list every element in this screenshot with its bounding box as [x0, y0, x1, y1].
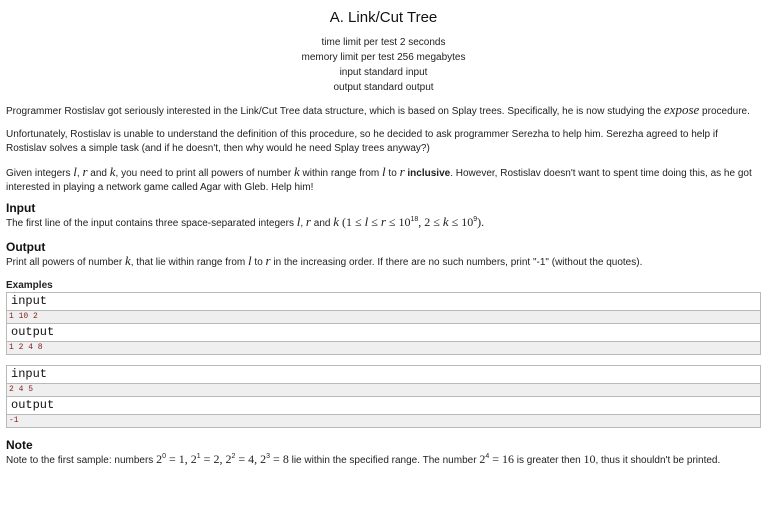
note-math-exponent: 0 [162, 453, 166, 460]
input-math: l [296, 214, 301, 229]
memory-limit [6, 50, 761, 65]
statement-math: k [109, 164, 116, 179]
note-math: = 2, [200, 452, 226, 466]
input-file-label: input [339, 67, 362, 78]
sample-output-value[interactable]: -1 [7, 415, 760, 427]
sample-output-value[interactable]: 1 2 4 8 [7, 342, 760, 354]
note-math: 2 [225, 452, 232, 466]
output-file-value: standard output [364, 82, 434, 93]
sample-input-value[interactable]: 2 4 5 [7, 384, 760, 396]
input-math: k [442, 214, 449, 229]
examples-title: Examples [6, 280, 53, 291]
note-math-exponent: 4 [485, 453, 490, 460]
sample-output-header: output [7, 396, 760, 415]
note-math: 10 [583, 452, 596, 466]
note-text [6, 452, 761, 468]
note-text-span: , thus it shouldn't be printed. [595, 455, 721, 466]
statement-bold: inclusive [404, 168, 451, 179]
output-math: l [248, 253, 252, 268]
statement-math: l [382, 164, 386, 179]
output-text: in the increasing order. If there are no such numbers, print "-1" (without the quotes). [270, 257, 643, 268]
problem-title: A. Link/Cut Tree [329, 9, 438, 26]
memory-limit-label: memory limit per test [301, 52, 395, 63]
statement-text: , [76, 168, 83, 179]
statement-math: expose [663, 102, 700, 117]
statement-paragraph-2: Unfortunately, Rostislav is unable to understand the definition of this procedure, so he decided to ask programmer Serezha to help him. Serezha agreed to help if Rostislav solves a simple task (and if he doesn't, then why would he need Splay trees anyway?) [6, 129, 718, 154]
input-text: , [300, 218, 306, 229]
note-section-title: Note [6, 438, 33, 452]
output-text: to [251, 257, 266, 268]
problem-header [6, 0, 761, 95]
output-section-title: Output [6, 240, 46, 254]
input-math: r [380, 214, 386, 229]
statement-math: r [399, 164, 405, 179]
sample-input-value[interactable]: 1 10 2 [7, 311, 760, 323]
input-math: r [305, 214, 311, 229]
sample-input-header: input [7, 293, 760, 311]
input-math: ≤ 10 [385, 215, 411, 229]
output-file-label: output [333, 82, 362, 93]
statement-paragraph-3 [6, 165, 761, 195]
time-limit-label: time limit per test [321, 37, 398, 48]
input-file-value: standard input [364, 67, 428, 78]
statement-math: r [82, 164, 88, 179]
statement-text: Given integers [6, 168, 74, 179]
statement-text: Programmer Rostislav got seriously interested in the Link/Cut Tree data structure, which is based on Splay trees. Specifically, he is now studying the [6, 106, 664, 117]
sample-test-2 [6, 365, 761, 428]
statement-math: k [293, 164, 300, 179]
input-math: k [333, 214, 340, 229]
note-math: 2 [260, 452, 267, 466]
input-math-exponent: 9 [473, 216, 478, 223]
statement-text: within range from [299, 168, 383, 179]
input-math: ≤ [368, 215, 381, 229]
note-math: 2 [479, 452, 486, 466]
memory-limit-value: 256 megabytes [397, 52, 466, 63]
input-section-text [6, 215, 761, 231]
output-text: , that lie within range from [130, 257, 249, 268]
input-text: and [310, 218, 334, 229]
note-math: = 4, [235, 452, 261, 466]
statement-math: l [73, 164, 77, 179]
sample-test-1 [6, 292, 761, 355]
input-section-title: Input [6, 201, 36, 215]
statement-paragraph-1 [6, 103, 761, 119]
input-text: The first line of the input contains three space-separated integers [6, 218, 297, 229]
note-text-span: lie within the specified range. The number [288, 455, 480, 466]
input-file [6, 65, 761, 80]
statement-text: and [87, 168, 110, 179]
output-text: Print all powers of number [6, 257, 125, 268]
note-text-span: is greater then [514, 455, 584, 466]
input-math: (1 ≤ [339, 215, 365, 229]
input-math: , 2 ≤ [418, 215, 443, 229]
note-math: = 16 [489, 452, 514, 466]
output-math: k [124, 253, 131, 268]
input-math: ≤ 10 [448, 215, 474, 229]
note-text-span: Note to the first sample: numbers [6, 455, 157, 466]
note-math-exponent: 3 [266, 453, 271, 460]
input-math: l [364, 214, 369, 229]
statement-text: procedure. [699, 106, 750, 117]
note-math-exponent: 1 [196, 453, 201, 460]
note-math: 2 [156, 452, 163, 466]
input-math-exponent: 18 [410, 216, 419, 223]
output-math: r [265, 253, 271, 268]
time-limit [6, 35, 761, 50]
time-limit-value: 2 seconds [399, 37, 446, 48]
note-math-exponent: 2 [231, 453, 236, 460]
note-math: 2 [190, 452, 197, 466]
output-file [6, 80, 761, 95]
output-section-text [6, 254, 761, 270]
note-math: = 1, [165, 452, 191, 466]
input-math: ). [477, 215, 485, 229]
statement-text: , you need to print all powers of number [115, 168, 294, 179]
note-math: = 8 [270, 452, 289, 466]
statement-text: . However, Rostislav doesn't want to spent time doing this, as he got interested in playing a network game called Agar with Gleb. Help him! [6, 168, 752, 193]
sample-output-header: output [7, 323, 760, 342]
sample-input-header: input [7, 366, 760, 384]
statement-text: to [385, 168, 400, 179]
